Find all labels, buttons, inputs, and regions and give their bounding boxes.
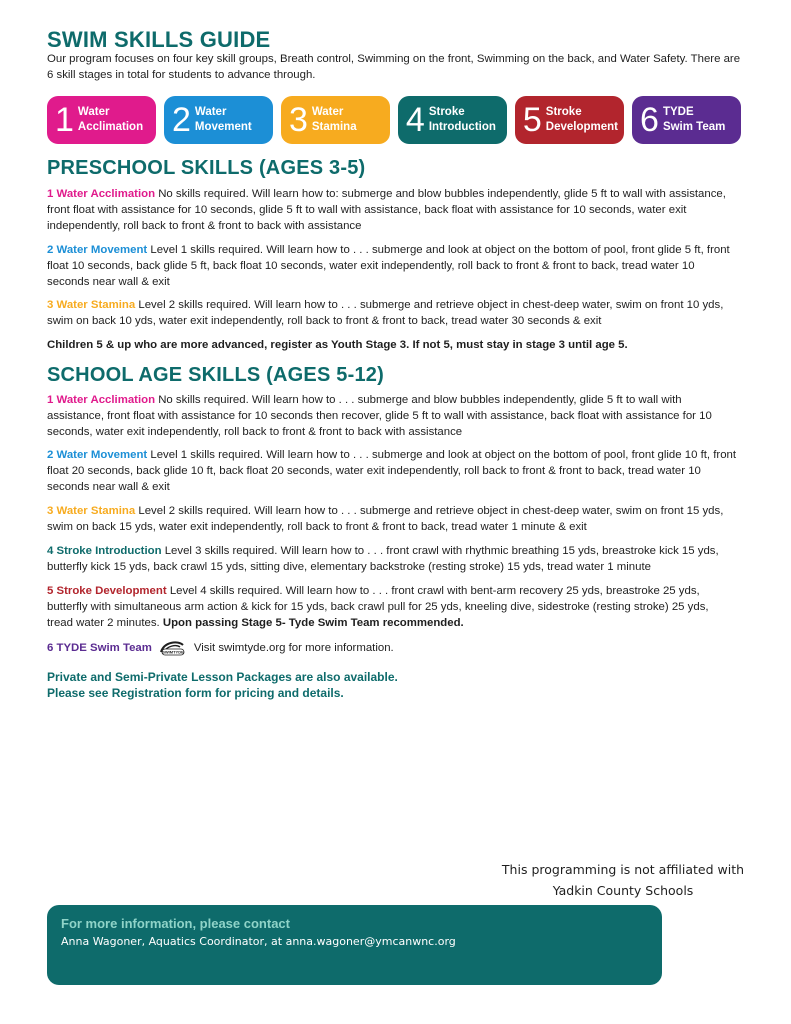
stage-lead: 3 Water Stamina xyxy=(47,505,136,517)
stage-desc: Level 4 skills required. Will learn how to . . . front crawl with bent-arm recovery 25 yds, breastroke 25 yds, butterfly with simultaneous arm action & kick for 15 yds, back crawl pull for 25 yds, kneeling dive, sidestroke (resting stroke) 25 yds, tread water 2 minutes. xyxy=(47,585,709,629)
stage-number: 4 xyxy=(405,101,425,139)
stage-lead: 3 Water Stamina xyxy=(47,299,136,311)
stage-desc: Level 2 skills required. Will learn how to . . . submerge and retrieve object in chest-deep water, swim on front 10 yds, swim on back 10 yds, water exit independently, roll back to front & front to back, tread water 30 seconds & exit xyxy=(47,299,724,327)
preschool-note: Children 5 & up who are more advanced, register as Youth Stage 3. If not 5, must stay in stage 3 until age 5. xyxy=(47,339,628,351)
stage-badge-6 xyxy=(632,96,741,144)
stage-desc: Level 1 skills required. Will learn how to . . . submerge and look at object on the bottom of pool, front glide 10 ft, front float 20 seconds, back glide 10 ft, back float 20 seconds, water exit independently, roll back to front & front to back, tread water 10 seconds near wall & exit xyxy=(47,449,737,493)
preschool-stage-1 xyxy=(47,186,737,234)
tyde-swim-team-row xyxy=(47,639,394,657)
stage-lead: 4 Stroke Introduction xyxy=(47,545,162,557)
school-stage-4 xyxy=(47,543,737,575)
stage-badge-2 xyxy=(164,96,273,144)
stage-number: 3 xyxy=(288,101,308,139)
stage-label-line2: Swim Team xyxy=(662,121,726,133)
stage-lead: 2 Water Movement xyxy=(47,244,148,256)
stage-badge-3 xyxy=(281,96,390,144)
contact-box xyxy=(47,905,662,985)
school-stage-2 xyxy=(47,447,737,495)
preschool-stage-2 xyxy=(47,242,737,290)
stage-badge-5 xyxy=(515,96,624,144)
page-title: SWIM SKILLS GUIDE xyxy=(47,27,271,52)
stage-desc: Level 1 skills required. Will learn how to . . . submerge and look at object on the bottom of pool, front glide 5 ft, front float 10 seconds, back glide 5 ft, back float 10 seconds, water exit independently, roll back to front & front to back, tread water 10 seconds near wall & exit xyxy=(47,244,730,288)
school-stage-1 xyxy=(47,392,737,440)
disclaimer-line-1: This programming is not affiliated with xyxy=(501,862,745,877)
stage-label-line1: Water xyxy=(194,106,227,118)
stage-recommendation: Upon passing Stage 5- Tyde Swim Team recommended. xyxy=(162,617,464,629)
tyde-info: Visit swimtyde.org for more information. xyxy=(193,642,394,654)
stage-badges xyxy=(47,96,741,144)
stage-label-line1: TYDE xyxy=(662,106,694,118)
stage-label-line2: Acclimation xyxy=(77,121,144,133)
private-line-2: Please see Registration form for pricing and details. xyxy=(47,686,344,700)
intro-text: Our program focuses on four key skill groups, Breath control, Swimming on the front, Swimming on the back, and Water Safety. There are 6 skill stages in total for students to advance through. xyxy=(47,53,741,81)
stage-number: 5 xyxy=(522,101,542,139)
school-stage-5 xyxy=(47,583,737,631)
disclaimer-line-2: Yadkin County Schools xyxy=(552,883,694,898)
stage-label-line1: Stroke xyxy=(428,106,465,118)
preschool-heading: PRESCHOOL SKILLS (AGES 3-5) xyxy=(47,157,366,179)
stage-label-line1: Water xyxy=(77,106,110,118)
contact-details: Anna Wagoner, Aquatics Coordinator, at anna.wagoner@ymcanwnc.org xyxy=(61,935,456,948)
stage-badge-1 xyxy=(47,96,156,144)
preschool-stage-3 xyxy=(47,297,737,329)
stage-desc: No skills required. Will learn how to: submerge and blow bubbles independently, glide 5 ft to wall with assistance, front float with assistance for 10 seconds, glide 5 ft to wall with assistance, back float with assistance for 10 seconds, water exit independently, roll back to front & front to back with assistance xyxy=(47,188,726,232)
stage-number: 6 xyxy=(640,101,659,139)
disclaimer xyxy=(482,859,764,901)
stage-desc: No skills required. Will learn how to . . . submerge and blow bubbles independently, glide 5 ft to wall with assistance, front float with assistance for 10 seconds then recover, glide 5 ft to wall with assistance, back float with assistance for 10 seconds, water exit independently, roll back to front & front to back with assistance xyxy=(47,394,712,438)
stage-lead: 1 Water Acclimation xyxy=(47,394,156,406)
school-age-heading: SCHOOL AGE SKILLS (AGES 5-12) xyxy=(47,364,384,386)
stage-label-line2: Development xyxy=(545,121,619,133)
stage-label-line1: Water xyxy=(311,106,344,118)
stage-desc: Level 3 skills required. Will learn how to . . . front crawl with rhythmic breathing 15 yds, breastroke kick 15 yds, butterfly kick 15 yds, back crawl 15 yds, sitting dive, elementary backstroke (resting stroke) 15 yds, tread water 1 minute xyxy=(47,545,719,573)
swimtyde-logo-icon xyxy=(158,639,186,657)
stage-label-line1: Stroke xyxy=(545,106,582,118)
stage-label-line2: Stamina xyxy=(311,121,357,133)
private-lessons-note xyxy=(47,669,398,701)
stage-badge-4 xyxy=(398,96,507,144)
school-stage-3 xyxy=(47,503,737,535)
stage-lead: 2 Water Movement xyxy=(47,449,148,461)
stage-number: 2 xyxy=(171,101,191,139)
stage-label-line2: Introduction xyxy=(428,121,496,133)
stage-label-line2: Movement xyxy=(194,121,252,133)
stage-lead: 5 Stroke Development xyxy=(47,585,167,597)
private-line-1: Private and Semi-Private Lesson Packages are also available. xyxy=(47,670,398,684)
contact-heading: For more information, please contact xyxy=(61,916,290,931)
stage-desc: Level 2 skills required. Will learn how to . . . submerge and retrieve object in chest-deep water, swim on front 15 yds, swim on back 15 yds, water exit independently, roll back to front & front to back, tread water 1 minute & exit xyxy=(47,505,724,533)
stage-number: 1 xyxy=(55,101,74,139)
logo-text: SWIMTYDE xyxy=(162,649,184,655)
stage-lead: 6 TYDE Swim Team xyxy=(47,642,152,654)
stage-lead: 1 Water Acclimation xyxy=(47,188,156,200)
